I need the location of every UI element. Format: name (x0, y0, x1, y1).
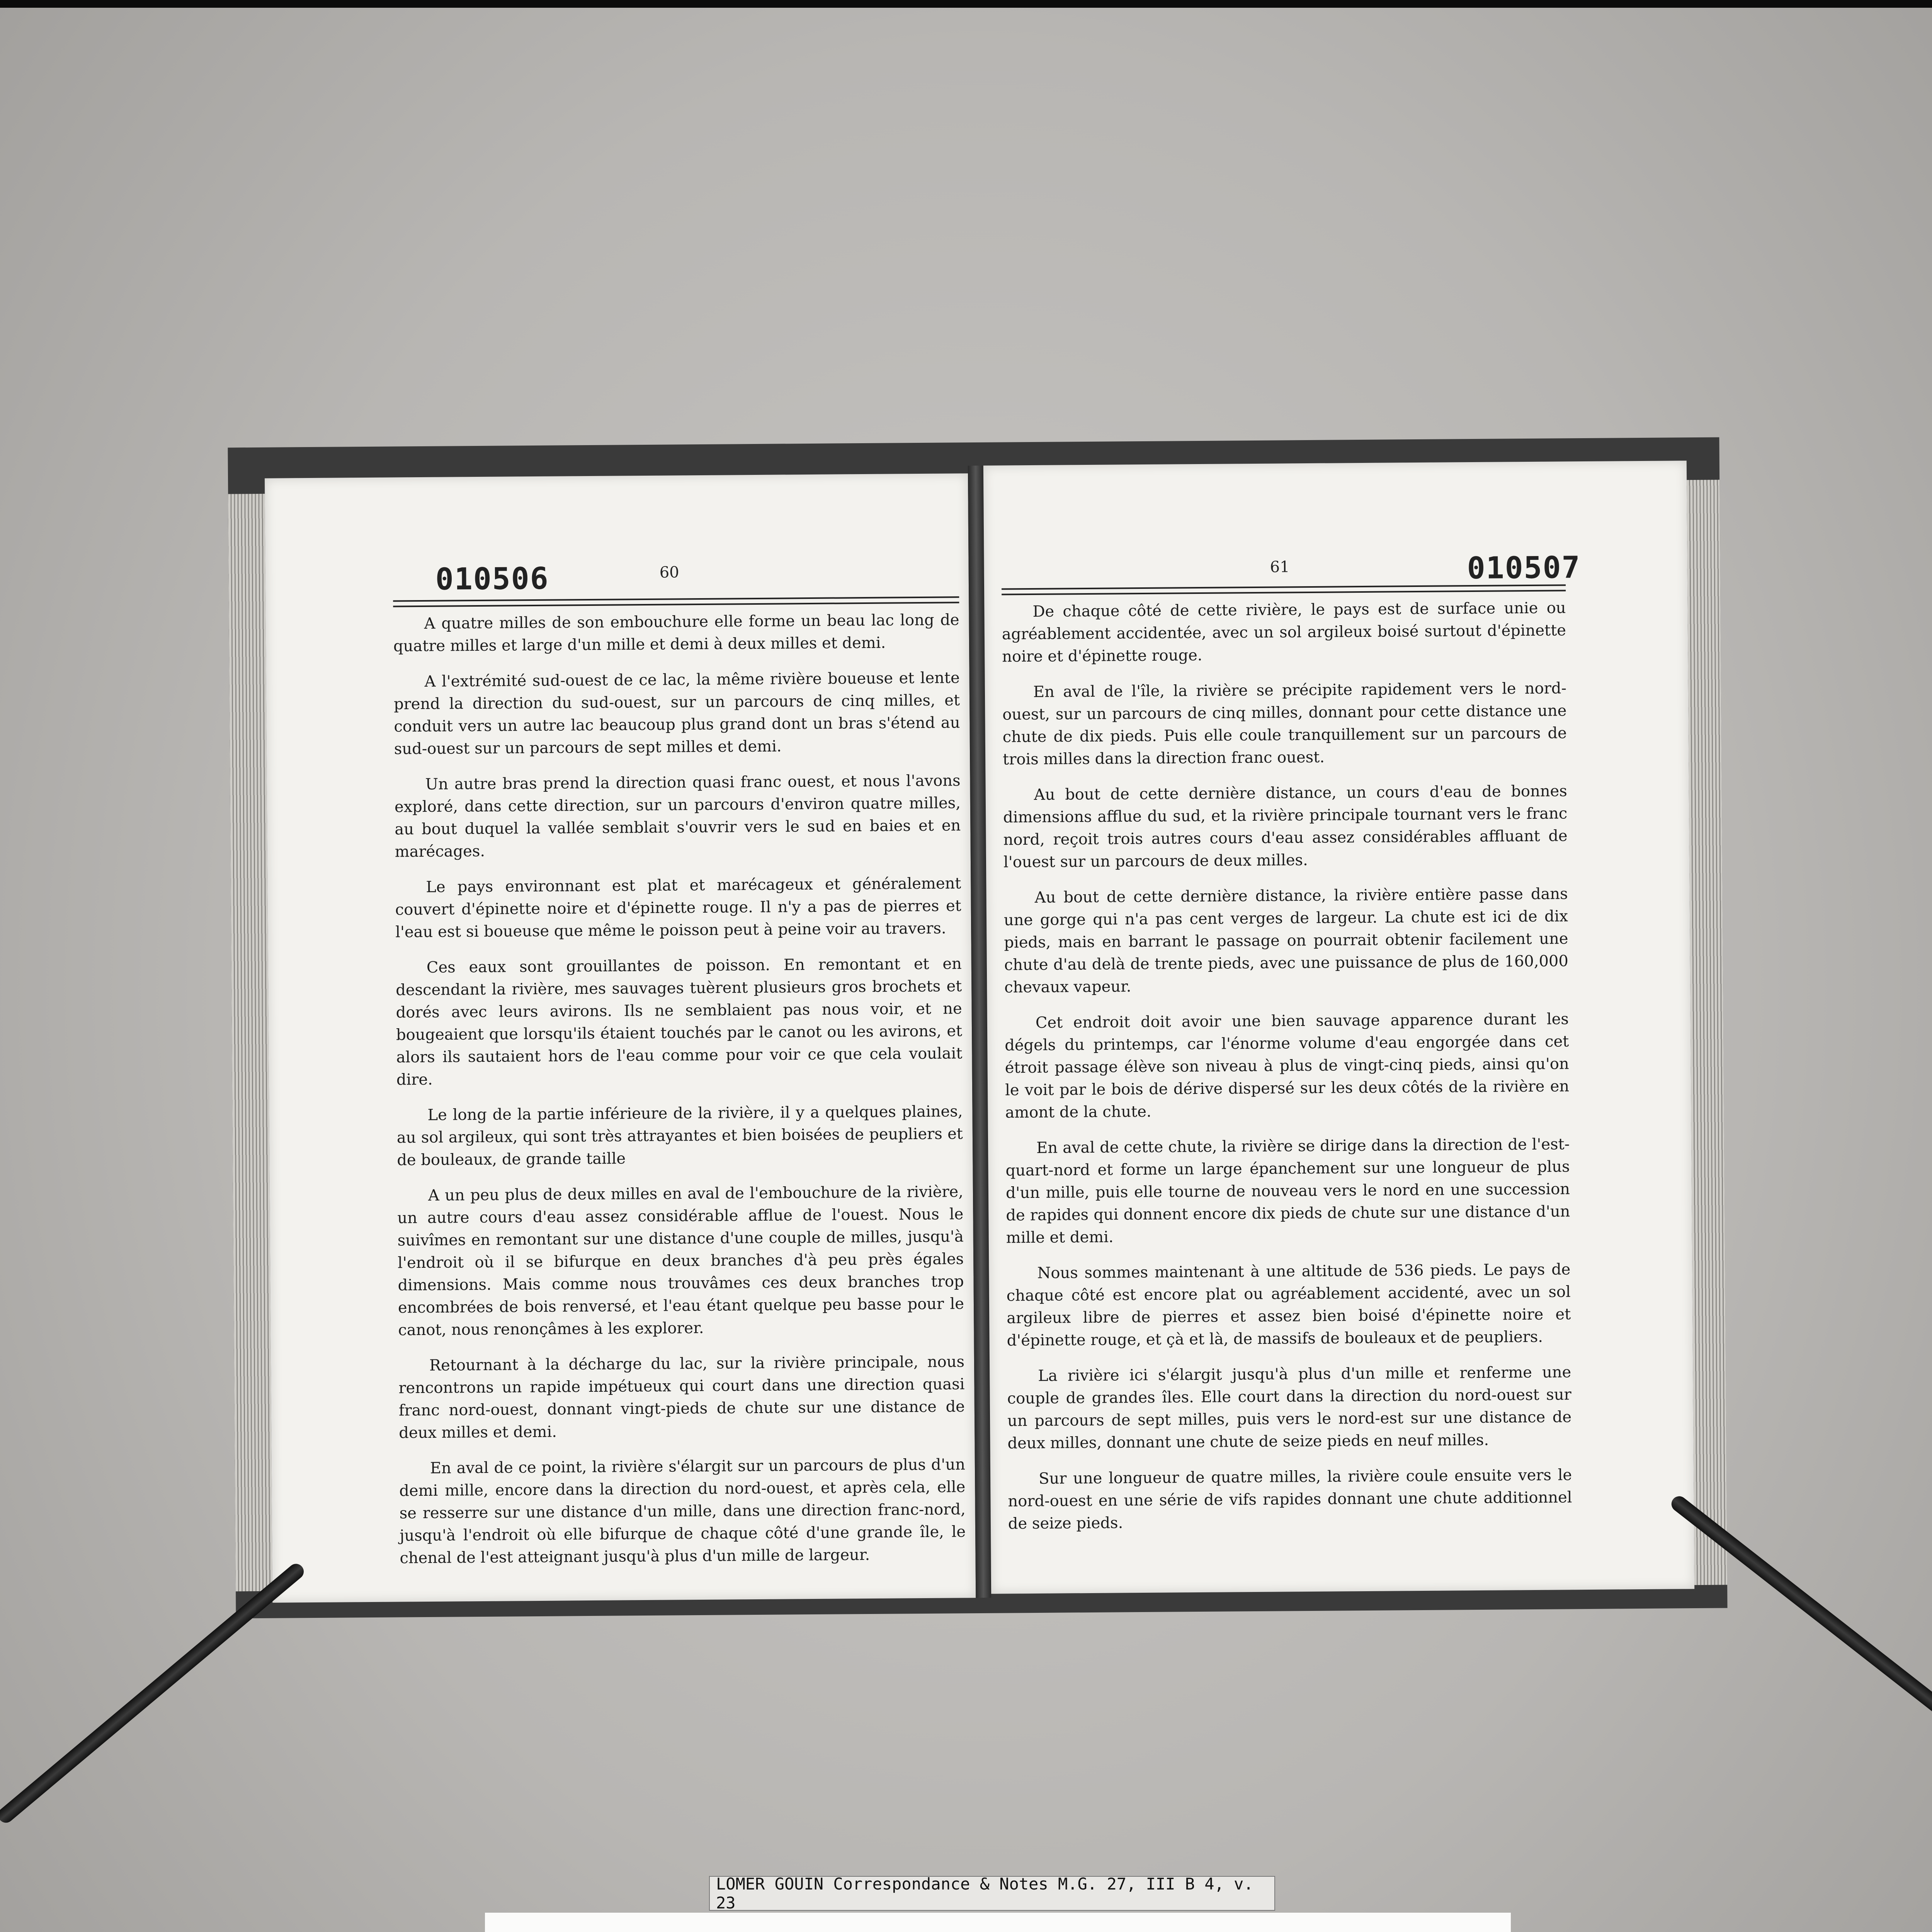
paragraph: En aval de ce point, la rivière s'élargit sur un parcours de plus d'un demi mille, encore dans la direction du nord-ouest, et après cela, elle se resserre sur une distance d'un mille, dans une direction franc-nord, jusqu'à l'endroit où elle bifurque de chaque côté d'une grande île, le chenal de l'est atteignant jusqu'à plus d'un mille de largeur. (399, 1456, 966, 1567)
paragraph: Un autre bras prend la direction quasi franc ouest, et nous l'avons exploré, dans cette direction, sur un parcours d'environ quatre milles, au bout duquel la vallée semblait s'ouvrir vers le sud en baies et en marécages. (394, 772, 961, 861)
page-number-left: 60 (659, 563, 679, 582)
paragraph: Nous sommes maintenant à une altitude de 536 pieds. Le pays de chaque côté est encore plat ou agréablement accidenté, avec un sol argileux libre de pierres et assez bien boisé d'épinette noire et d'épinette rouge, et çà et là, de massifs de bouleaux et de peupliers. (1006, 1260, 1571, 1350)
folio-number-right: 010507 (1467, 550, 1581, 586)
left-page-body (393, 609, 966, 1582)
paragraph: Sur une longueur de quatre milles, la rivière coule ensuite vers le nord-ouest en une série de vifs rapides donnant une chute additionnel de seize pieds. (1008, 1466, 1572, 1533)
paragraph: A un peu plus de deux milles en aval de l'embouchure de la rivière, un autre cours d'eau assez considérable afflue de l'ouest. Nous le suivîmes en remontant sur une distance d'une couple de milles, jusqu'à l'endroit où il se bifurque en deux branches d'à peu près égales dimensions. Mais comme nous trouvâmes ces deux branches trop encombrées de bois renversé, et l'eau étant quelque peu basse pour le canot, nous renonçâmes à les explorer. (397, 1183, 964, 1339)
open-book (228, 437, 1727, 1619)
paragraph: En aval de l'île, la rivière se précipite rapidement vers le nord-ouest, sur un parcours de cinq milles, donnant pour cette distance une chute de dix pieds. Puis elle coule tranquillement sur un parcours de trois milles dans la direction franc ouest. (1002, 679, 1567, 769)
header-rule-left (393, 596, 959, 607)
film-border-top (0, 0, 1932, 8)
right-page-body (1002, 597, 1572, 1548)
paragraph: En aval de cette chute, la rivière se dirige dans la direction de l'est-quart-nord et forme un large épanchement sur une longueur de plus d'un mille, puis elle tourne de nouveau vers le nord en une succession de rapides qui donnent encore dix pieds de chute sur une distance d'un mille et demi. (1005, 1135, 1570, 1247)
right-page (983, 461, 1694, 1594)
paragraph: Ces eaux sont grouillantes de poisson. En remontant et en descendant la rivière, mes sauvages tuèrent plusieurs gros brochets et dorés avec leurs avirons. Ils ne semblaient pas nous voir, et ne bougeaient que lorsqu'ils étaient touchés par le canot ou les avirons, et alors ils sautaient hors de l'eau comme pour voir ce que cela voulait dire. (396, 955, 963, 1089)
page-number-right: 61 (1270, 558, 1290, 576)
paragraph: Au bout de cette dernière distance, un cours d'eau de bonnes dimensions afflue du sud, et la rivière principale tournant vers le franc nord, reçoit trois autres cours d'eau assez considérables affluant de l'ouest sur un parcours de deux milles. (1003, 782, 1568, 871)
archive-card (485, 1913, 1511, 1932)
reference-strip: LOMER GOUIN Correspondance & Notes M.G. 27, III B 4, v. 23 (709, 1876, 1275, 1911)
paragraph: A l'extrémité sud-ouest de ce lac, la même rivière boueuse et lente prend la direction du sud-ouest, sur un parcours de cinq milles, et conduit vers un autre lac beaucoup plus grand dont un bras s'étend au sud-ouest sur un parcours de sept milles et demi. (393, 669, 960, 758)
paragraph: Retournant à la décharge du lac, sur la rivière principale, nous rencontrons un rapide impétueux qui court dans une direction quasi franc nord-ouest, donnant vingt-pieds de chute sur une distance de deux milles et demi. (398, 1353, 965, 1442)
paragraph: La rivière ici s'élargit jusqu'à plus d'un mille et renferme une couple de grandes îles. Elle court dans la direction du nord-ouest sur un parcours de sept milles, puis vers le nord-est sur une distance de deux milles, donnant une chute de seize pieds en neuf milles. (1007, 1363, 1572, 1452)
paragraph: De chaque côté de cette rivière, le pays est de surface unie ou agréablement accidentée, avec un sol argileux boisé surtout d'épinette noire et d'épinette rouge. (1002, 599, 1566, 666)
left-page (265, 473, 976, 1603)
folio-number-left: 010506 (435, 561, 549, 597)
paragraph: Cet endroit doit avoir une bien sauvage apparence durant les dégels du printemps, car l'énorme volume d'eau engorgée dans cet étroit passage élève son niveau à plus de vingt-cinq pieds, ainsi qu'on le voit par le bois de dérive dispersé sur les deux côtés de la rivière en amont de la chute. (1005, 1010, 1570, 1122)
paragraph: A quatre milles de son embouchure elle forme un beau lac long de quatre milles et large d'un mille et demi à deux milles et demi. (393, 611, 959, 655)
paragraph: Le pays environnant est plat et marécageux et généralement couvert d'épinette noire et d'épinette rouge. Il n'y a pas de pierres et l'eau est si boueuse que même le poisson peut à peine voir au travers. (395, 874, 961, 941)
paragraph: Le long de la partie inférieure de la rivière, il y a quelques plaines, au sol argileux, qui sont très attrayantes et bien boisées de peupliers et de bouleaux, de grande taille (396, 1102, 963, 1169)
header-rule-right (1002, 584, 1566, 595)
paragraph: Au bout de cette dernière distance, la rivière entière passe dans une gorge qui n'a pas cent verges de largeur. La chute est ici de dix pieds, mais en barrant le passage on pourrait obtenir facilement une chute d'au delà de trente pieds, avec une puissance de plus de 160,000 chevaux vapeur. (1003, 885, 1568, 997)
